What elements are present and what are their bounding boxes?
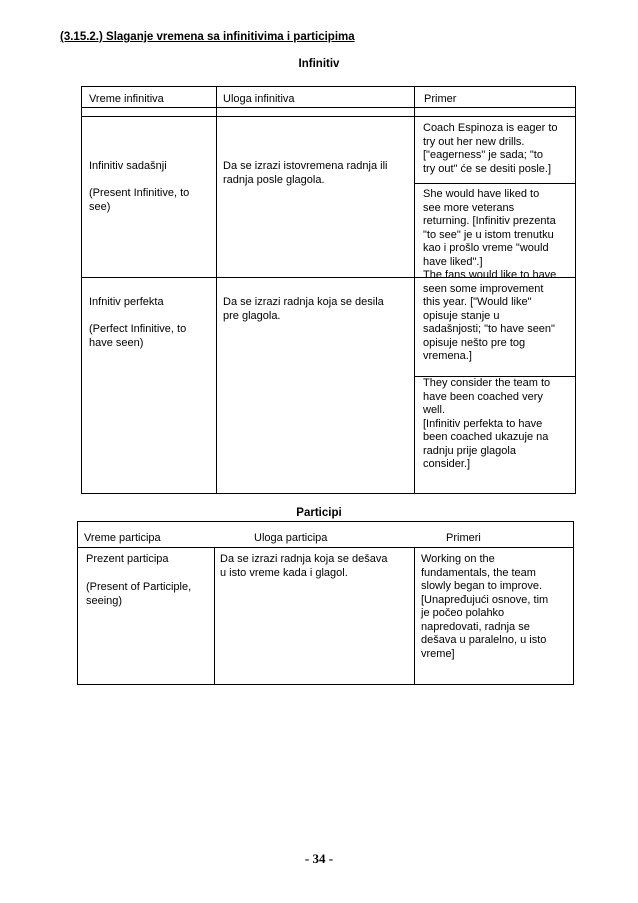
infinitiv-row-1-tense-en: (Present Infinitive, to see) [89, 187, 190, 213]
infinitiv-row-1-tense: Infinitiv sadašnji [89, 160, 167, 172]
infinitiv-row-2-example-2: They consider the team to have been coached very well. [Infinitiv perfekta to have been coached ukazuje na radnju prije glagola consider.] [423, 377, 551, 470]
participi-header-tense: Vreme participa [84, 532, 161, 544]
participi-row-1-tense-en: (Present of Participle, seeing) [86, 581, 192, 607]
page-number: - 34 - [304, 851, 334, 866]
participi-header-divider [77, 547, 574, 548]
infinitiv-row-1-role: Da se izrazi istovremena radnja ili radnja posle glagola. [223, 160, 388, 186]
infinitiv-row-2-tense: Infnitiv perfekta [89, 296, 164, 308]
infinitiv-header-example: Primer [424, 93, 457, 105]
infinitiv-row-divider [81, 277, 414, 278]
infinitiv-row-2-tense-en: (Perfect Infinitive, to have seen) [89, 323, 187, 349]
infinitiv-example-divider-1 [414, 183, 576, 184]
infinitiv-row-2-role: Da se izrazi radnja koja se desila pre glagola. [223, 296, 384, 322]
participi-row-1-tense: Prezent participa [86, 553, 169, 565]
participi-header-example: Primeri [446, 532, 481, 544]
infinitiv-row-1-example-1: Coach Espinoza is eager to try out her new drills. ["eagerness" je sada; "to try out" će se desiti posle.] [423, 122, 558, 175]
participi-title: Participi [296, 507, 342, 519]
page-heading: (3.15.2.) Slaganje vremena sa infinitivima i participima [60, 31, 355, 43]
infinitiv-header-tense: Vreme infinitiva [89, 93, 164, 105]
participi-col-divider-2 [414, 547, 415, 685]
infinitiv-row-1-example-2: She would have liked to see more veterans returning. [Infinitiv prezenta "to see" je u istom trenutku kao i prošlo vreme "would have liked".] [423, 188, 556, 268]
participi-row-1-example: Working on the fundamentals, the team slowly began to improve. [Unapređujući osnove, tim je počeo polahko napredovati, radnja se dešava u paralelno, u isto vreme] [421, 553, 549, 660]
participi-header-role: Uloga participa [254, 532, 328, 544]
participi-row-1-role: Da se izrazi radnja koja se dešava u isto vreme kada i glagol. [220, 553, 388, 579]
infinitiv-spacer-divider [81, 116, 576, 117]
infinitiv-col-divider-1 [216, 86, 217, 494]
infinitiv-header-role: Uloga infinitiva [223, 93, 295, 105]
infinitiv-title: Infinitiv [298, 58, 340, 70]
infinitiv-row-2-example-1: The fans would like to have seen some improvement this year. ["Would like" opisuje stanje u sadašnjosti; "to have seen" opisuje nešto pre tog vremena.] [423, 269, 557, 362]
participi-col-divider-1 [214, 547, 215, 685]
infinitiv-header-divider [81, 107, 576, 108]
infinitiv-col-divider-2 [414, 86, 415, 494]
